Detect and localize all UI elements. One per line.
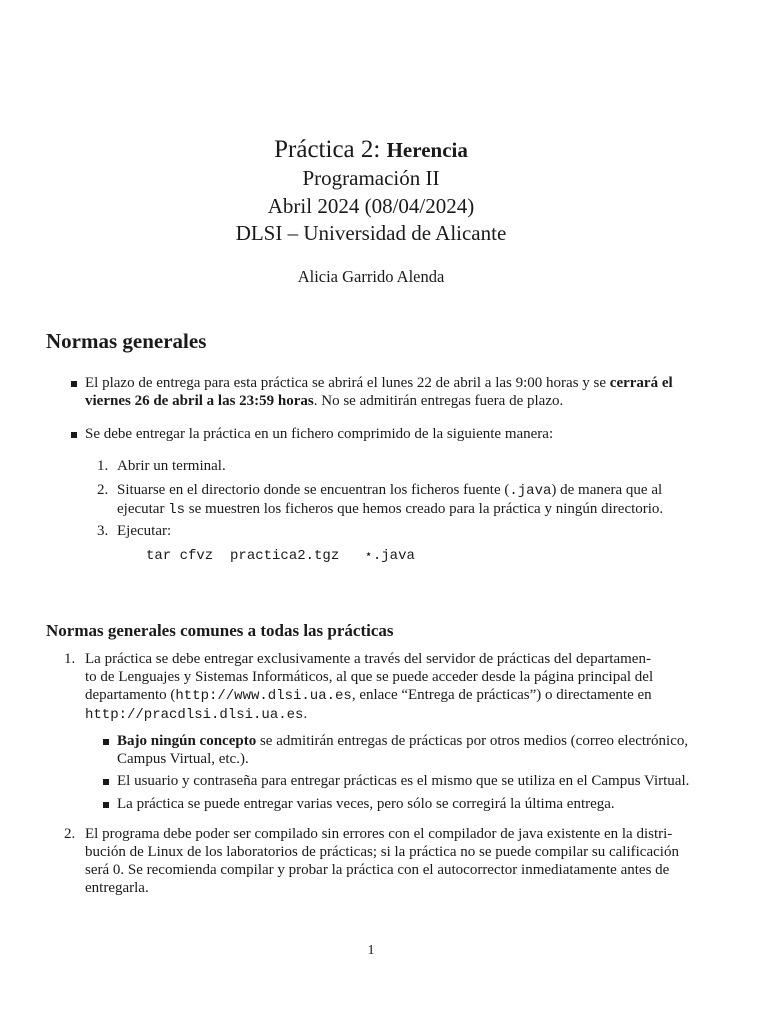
step2-code-ls: ls <box>168 502 186 518</box>
paragraph-server <box>85 650 698 724</box>
paragraph-compile <box>85 825 698 897</box>
bullet-marker <box>103 802 109 808</box>
bullet-marker <box>103 739 109 745</box>
compile-line-4: entregarla. <box>85 880 149 896</box>
deadline-bold-a: cerrará el <box>609 375 673 391</box>
url-pracdlsi[interactable]: http://pracdlsi.dlsi.ua.es <box>85 707 304 723</box>
step-open-terminal: Abrir un terminal. <box>117 458 226 474</box>
server-line-3a: departamento ( <box>85 687 176 703</box>
document-title <box>0 136 742 164</box>
author: Alicia Garrido Alenda <box>297 267 445 286</box>
institution: DLSI – Universidad de Alicante <box>235 221 507 245</box>
no-other-means-bold: Bajo ningún concepto <box>117 733 257 749</box>
no-other-means-a: se admitirán entregas de prácticas por otros medios (correo electrónico, <box>256 733 689 749</box>
item-number: 1. <box>64 651 76 667</box>
step-number: 2. <box>97 482 109 498</box>
compile-line-1: El programa debe poder ser compilado sin errores con el compilador de java existente en la distri- <box>85 826 673 842</box>
section-heading-normas-comunes: Normas generales comunes a todas las prácticas <box>46 621 394 640</box>
compile-line-2: bución de Linux de los laboratorios de prácticas; si la práctica no se puede compilar su calificación <box>85 844 679 860</box>
bullet-marker <box>103 779 109 785</box>
server-line-2: to de Lenguajes y Sistemas Informáticos, al que se puede acceder desde la página principal del <box>85 669 654 685</box>
page-number: 1 <box>367 943 375 958</box>
bullet-marker <box>71 381 77 387</box>
step2-text-d: se muestren los ficheros que hemos creado para la práctica y ningún directorio. <box>185 501 664 517</box>
paragraph-submission: Se debe entregar la práctica en un fichero comprimido de la siguiente manera: <box>85 426 554 442</box>
compile-line-3: será 0. Se recomienda compilar y probar la práctica con el autocorrector inmediatamente antes de <box>85 862 670 878</box>
step2-text-a: Situarse en el directorio donde se encuentran los ficheros fuente ( <box>117 482 510 498</box>
item-number: 2. <box>64 826 76 842</box>
step2-text-c: ejecutar <box>117 501 169 517</box>
paragraph-deadline <box>85 374 698 410</box>
step-number: 3. <box>97 523 109 539</box>
step-change-directory <box>117 481 698 519</box>
paragraph-no-other-means <box>117 732 698 768</box>
bullet-marker <box>71 432 77 438</box>
step2-text-b: ) de manera que al <box>551 482 663 498</box>
server-line-3b: , enlace “Entrega de prácticas”) o directamente en <box>351 687 652 703</box>
step-execute: Ejecutar: <box>117 523 172 539</box>
deadline-text-b: . No se admitirán entregas fuera de plazo. <box>313 393 564 409</box>
url-dlsi[interactable]: http://www.dlsi.ua.es <box>175 688 352 704</box>
deadline-bold-b: viernes 26 de abril a las 23:59 horas <box>85 393 314 409</box>
server-line-1: La práctica se debe entregar exclusivamente a través del servidor de prácticas del departamen- <box>85 651 651 667</box>
title-bold: Herencia <box>386 138 468 162</box>
deadline-text-a: El plazo de entrega para esta práctica se abrirá el lunes 22 de abril a las 9:00 horas y se <box>85 375 610 391</box>
no-other-means-b: Campus Virtual, etc.). <box>117 751 249 767</box>
step2-code-java: .java <box>509 483 552 499</box>
document-date: Abril 2024 (08/04/2024) <box>267 194 475 218</box>
section-heading-normas-generales: Normas generales <box>46 329 207 353</box>
server-line-4-end: . <box>303 706 308 722</box>
paragraph-multiple-submissions: La práctica se puede entregar varias veces, pero sólo se corregirá la última entrega. <box>117 796 615 812</box>
course-name: Programación II <box>302 166 440 190</box>
tar-command: tar cfvz practica2.tgz ⋆.java <box>146 548 415 564</box>
paragraph-credentials: El usuario y contraseña para entregar prácticas es el mismo que se utiliza en el Campus Virtual. <box>117 773 690 789</box>
step-number: 1. <box>97 458 109 474</box>
title-prefix: Práctica 2: <box>274 136 381 163</box>
